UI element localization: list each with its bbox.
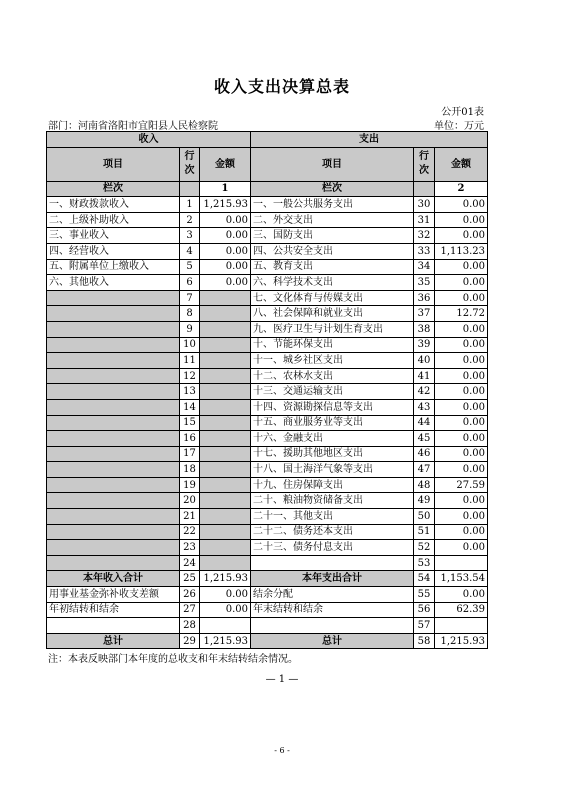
income-amount [200, 477, 251, 493]
expense-item: 十一、城乡社区支出 [251, 353, 414, 369]
expense-item: 四、公共安全支出 [251, 243, 414, 259]
expense-amount: 0.00 [435, 524, 488, 540]
income-item [47, 477, 180, 493]
expense-item: 十八、国土海洋气象等支出 [251, 462, 414, 478]
fund-rowno: 26 [180, 587, 200, 603]
begin-balance-amount: 0.00 [200, 602, 251, 618]
expense-item: 二十三、债务付息支出 [251, 540, 414, 556]
table-row [47, 415, 488, 431]
page-number-secondary: - 6 - [274, 746, 290, 755]
table-row [47, 399, 488, 415]
expense-amount: 0.00 [435, 415, 488, 431]
income-rowno: 18 [180, 462, 200, 478]
income-amount [200, 509, 251, 525]
department-label: 部门：河南省洛阳市宜阳县人民检察院 [48, 121, 218, 132]
income-amount [200, 493, 251, 509]
income-amount: 0.00 [200, 243, 251, 259]
expense-amount: 0.00 [435, 509, 488, 525]
income-rowno: 1 [180, 197, 200, 213]
table-row [47, 353, 488, 369]
expense-item [251, 555, 414, 571]
expense-amount: 0.00 [435, 337, 488, 353]
distribution-rowno: 55 [414, 587, 435, 603]
expense-item-header: 项目 [251, 147, 414, 181]
income-amount [200, 431, 251, 447]
expense-rowno: 30 [414, 197, 435, 213]
expense-amount: 0.00 [435, 368, 488, 384]
expense-rowno: 34 [414, 259, 435, 275]
income-lanci-blank [180, 181, 200, 197]
income-rowno: 17 [180, 446, 200, 462]
income-item [47, 431, 180, 447]
unit-label: 单位：万元 [434, 121, 484, 132]
income-item-header: 项目 [47, 147, 180, 181]
income-item [47, 462, 180, 478]
table-row [47, 259, 488, 275]
expense-amount: 0.00 [435, 259, 488, 275]
expense-amount: 0.00 [435, 321, 488, 337]
expense-rowno: 43 [414, 399, 435, 415]
expense-item: 一、一般公共服务支出 [251, 197, 414, 213]
income-amount [200, 290, 251, 306]
table-row [47, 368, 488, 384]
expense-item: 十二、农林水支出 [251, 368, 414, 384]
expense-item: 七、文化体育与传媒支出 [251, 290, 414, 306]
blank-right-amount [435, 618, 488, 634]
expense-column-number: 2 [435, 181, 488, 197]
expense-item: 十七、援助其他地区支出 [251, 446, 414, 462]
income-rowno: 4 [180, 243, 200, 259]
expense-amount: 0.00 [435, 275, 488, 291]
income-rowno: 2 [180, 212, 200, 228]
expense-lanci-blank [414, 181, 435, 197]
income-rowno: 7 [180, 290, 200, 306]
expense-item: 三、国防支出 [251, 228, 414, 244]
income-amount [200, 337, 251, 353]
income-item [47, 524, 180, 540]
income-rowno: 3 [180, 228, 200, 244]
expense-rowno: 40 [414, 353, 435, 369]
income-item: 五、附属单位上缴收入 [47, 259, 180, 275]
expense-amount: 0.00 [435, 384, 488, 400]
income-item [47, 540, 180, 556]
income-rowno: 13 [180, 384, 200, 400]
grand-total-right-rowno: 58 [414, 633, 435, 649]
income-item [47, 321, 180, 337]
expense-amount: 0.00 [435, 493, 488, 509]
income-item: 三、事业收入 [47, 228, 180, 244]
income-item [47, 306, 180, 322]
begin-balance-label: 年初结转和结余 [47, 602, 180, 618]
table-row [47, 431, 488, 447]
table-row [47, 524, 488, 540]
expense-rowno: 36 [414, 290, 435, 306]
income-item: 四、经营收入 [47, 243, 180, 259]
end-balance-amount: 62.39 [435, 602, 488, 618]
expense-amount: 12.72 [435, 306, 488, 322]
expense-rowno: 38 [414, 321, 435, 337]
income-item: 一、财政拨款收入 [47, 197, 180, 213]
income-rowno-header: 行次 [180, 147, 200, 181]
table-row [47, 290, 488, 306]
income-rowno: 12 [180, 368, 200, 384]
income-amount: 0.00 [200, 259, 251, 275]
expense-rowno: 35 [414, 275, 435, 291]
income-item [47, 368, 180, 384]
blank-left-label [47, 618, 180, 634]
income-amount: 1,215.93 [200, 197, 251, 213]
fund-amount: 0.00 [200, 587, 251, 603]
expense-amount: 0.00 [435, 399, 488, 415]
expense-item: 八、社会保障和就业支出 [251, 306, 414, 322]
table-row [47, 197, 488, 213]
expense-amount: 0.00 [435, 446, 488, 462]
expense-amount: 0.00 [435, 431, 488, 447]
expense-rowno: 46 [414, 446, 435, 462]
income-amount [200, 524, 251, 540]
income-item: 二、上级补助收入 [47, 212, 180, 228]
income-item [47, 415, 180, 431]
expense-item: 十、节能环保支出 [251, 337, 414, 353]
expense-rowno: 50 [414, 509, 435, 525]
expense-item: 十九、住房保障支出 [251, 477, 414, 493]
income-item [47, 446, 180, 462]
income-rowno: 19 [180, 477, 200, 493]
expense-rowno: 48 [414, 477, 435, 493]
income-amount [200, 399, 251, 415]
expense-item: 二、外交支出 [251, 212, 414, 228]
grand-total-right-label: 总计 [251, 633, 414, 649]
income-item [47, 384, 180, 400]
income-rowno: 6 [180, 275, 200, 291]
income-total-label: 本年收入合计 [47, 571, 180, 587]
income-item: 六、其他收入 [47, 275, 180, 291]
table-row [47, 555, 488, 571]
grand-total-right-amount: 1,215.93 [435, 633, 488, 649]
income-rowno: 21 [180, 509, 200, 525]
income-amount: 0.00 [200, 275, 251, 291]
expense-rowno: 33 [414, 243, 435, 259]
income-total-amount: 1,215.93 [200, 571, 251, 587]
table-row [47, 462, 488, 478]
expense-amount: 1,113.23 [435, 243, 488, 259]
expense-item: 二十二、债务还本支出 [251, 524, 414, 540]
income-amount [200, 446, 251, 462]
expense-amount: 0.00 [435, 462, 488, 478]
expense-amount: 0.00 [435, 212, 488, 228]
income-lanci-label: 栏次 [47, 181, 180, 197]
expense-amount [435, 555, 488, 571]
expense-rowno: 51 [414, 524, 435, 540]
expense-total-amount: 1,153.54 [435, 571, 488, 587]
income-rowno: 5 [180, 259, 200, 275]
distribution-label: 结余分配 [251, 587, 414, 603]
expense-amount: 0.00 [435, 290, 488, 306]
table-row [47, 509, 488, 525]
income-rowno: 23 [180, 540, 200, 556]
income-amount [200, 415, 251, 431]
expense-rowno: 39 [414, 337, 435, 353]
income-rowno: 24 [180, 555, 200, 571]
grand-total-left-label: 总计 [47, 633, 180, 649]
blank-left-rowno: 28 [180, 618, 200, 634]
expense-rowno: 37 [414, 306, 435, 322]
expense-total-label: 本年支出合计 [251, 571, 414, 587]
expense-rowno: 52 [414, 540, 435, 556]
table-row [47, 306, 488, 322]
table-row [47, 337, 488, 353]
expense-rowno: 41 [414, 368, 435, 384]
table-row [47, 493, 488, 509]
table-note: 注：本表反映部门本年度的总收支和年末结转结余情况。 [48, 654, 298, 665]
table-row [47, 243, 488, 259]
expense-item: 六、科学技术支出 [251, 275, 414, 291]
income-item [47, 290, 180, 306]
distribution-amount: 0.00 [435, 587, 488, 603]
table-row [47, 321, 488, 337]
table-row [47, 446, 488, 462]
income-amount: 0.00 [200, 212, 251, 228]
grand-total-left-rowno: 29 [180, 633, 200, 649]
income-item [47, 509, 180, 525]
expense-amount: 0.00 [435, 353, 488, 369]
income-rowno: 20 [180, 493, 200, 509]
income-item [47, 353, 180, 369]
blank-right-rowno: 57 [414, 618, 435, 634]
income-rowno: 11 [180, 353, 200, 369]
budget-table [46, 131, 488, 649]
table-row [47, 275, 488, 291]
end-balance-label: 年末结转和结余 [251, 602, 414, 618]
begin-balance-rowno: 27 [180, 602, 200, 618]
expense-rowno: 53 [414, 555, 435, 571]
expense-item: 十五、商业服务业等支出 [251, 415, 414, 431]
expense-amount: 27.59 [435, 477, 488, 493]
table-row [47, 477, 488, 493]
income-amount [200, 384, 251, 400]
expense-item: 五、教育支出 [251, 259, 414, 275]
end-balance-rowno: 56 [414, 602, 435, 618]
fund-label: 用事业基金弥补收支差额 [47, 587, 180, 603]
expense-lanci-label: 栏次 [251, 181, 414, 197]
expense-rowno: 32 [414, 228, 435, 244]
income-rowno: 10 [180, 337, 200, 353]
expense-amount-header: 金额 [435, 147, 488, 181]
income-amount [200, 555, 251, 571]
expense-rowno-header: 行次 [414, 147, 435, 181]
income-item [47, 337, 180, 353]
income-rowno: 14 [180, 399, 200, 415]
expense-rowno: 45 [414, 431, 435, 447]
expense-item: 二十一、其他支出 [251, 509, 414, 525]
income-rowno: 15 [180, 415, 200, 431]
page-number: — 1 — [265, 674, 299, 685]
expense-item: 十六、金融支出 [251, 431, 414, 447]
expense-rowno: 31 [414, 212, 435, 228]
expense-item: 二十、粮油物资储备支出 [251, 493, 414, 509]
income-item [47, 555, 180, 571]
expense-rowno: 47 [414, 462, 435, 478]
expense-header: 支出 [251, 132, 488, 148]
expense-rowno: 42 [414, 384, 435, 400]
blank-left-amount [200, 618, 251, 634]
expense-item: 十四、资源勘探信息等支出 [251, 399, 414, 415]
income-rowno: 22 [180, 524, 200, 540]
expense-rowno: 49 [414, 493, 435, 509]
income-rowno: 8 [180, 306, 200, 322]
income-amount [200, 321, 251, 337]
grand-total-left-amount: 1,215.93 [200, 633, 251, 649]
income-amount [200, 368, 251, 384]
expense-amount: 0.00 [435, 228, 488, 244]
form-number: 公开01表 [441, 107, 484, 118]
expense-amount: 0.00 [435, 540, 488, 556]
income-item [47, 493, 180, 509]
income-total-rowno: 25 [180, 571, 200, 587]
income-rowno: 16 [180, 431, 200, 447]
blank-right-label [251, 618, 414, 634]
expense-rowno: 44 [414, 415, 435, 431]
income-column-number: 1 [200, 181, 251, 197]
table-row [47, 228, 488, 244]
income-amount: 0.00 [200, 228, 251, 244]
table-row [47, 540, 488, 556]
income-amount [200, 353, 251, 369]
expense-amount: 0.00 [435, 197, 488, 213]
page-title: 收入支出决算总表 [213, 77, 350, 96]
income-amount [200, 306, 251, 322]
expense-item: 十三、交通运输支出 [251, 384, 414, 400]
income-amount-header: 金额 [200, 147, 251, 181]
expense-total-rowno: 54 [414, 571, 435, 587]
income-header: 收入 [47, 132, 251, 148]
income-amount [200, 540, 251, 556]
income-amount [200, 462, 251, 478]
income-item [47, 399, 180, 415]
income-rowno: 9 [180, 321, 200, 337]
expense-item: 九、医疗卫生与计划生育支出 [251, 321, 414, 337]
table-row [47, 212, 488, 228]
table-row [47, 384, 488, 400]
